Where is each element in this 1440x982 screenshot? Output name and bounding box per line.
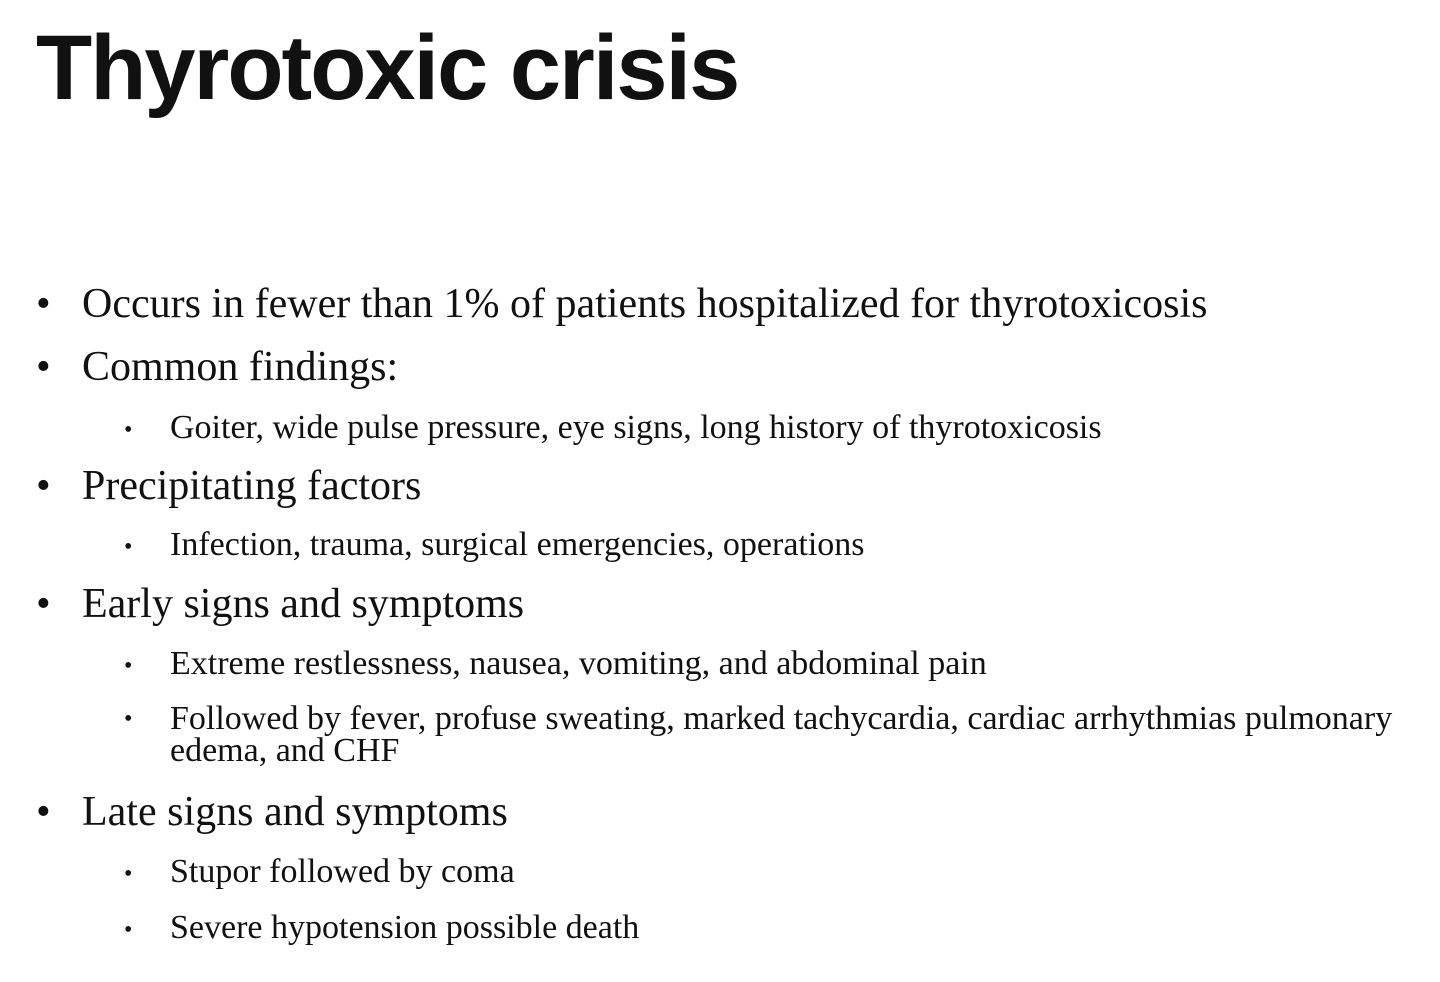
sub-bullet: • Severe hypotension possible death <box>124 909 640 946</box>
sub-bullet: • Stupor followed by coma <box>124 853 515 890</box>
bullet-text: Infection, trauma, surgical emergencies, operations <box>170 526 865 563</box>
bullet-text: Occurs in fewer than 1% of patients hospitalized for thyrotoxicosis <box>82 281 1208 327</box>
sub-bullet: • Extreme restlessness, nausea, vomiting, and abdominal pain <box>124 645 987 682</box>
bullet: • Precipitating factors <box>36 463 422 509</box>
bullet: • Common findings: <box>36 344 399 390</box>
bullet-text: Severe hypotension possible death <box>170 909 640 946</box>
bullet-text: Followed by fever, profuse sweating, marked tachycardia, cardiac arrhythmias pulmonary edema, and CHF <box>170 700 1393 769</box>
bullet-text: Late signs and symptoms <box>82 789 508 835</box>
bullet-text: Precipitating factors <box>82 463 422 509</box>
sub-bullet: • Infection, trauma, surgical emergencies, operations <box>124 526 865 563</box>
sub-bullet: • Followed by fever, profuse sweating, marked tachycardia, cardiac arrhythmias pulmonary edema, and CHF <box>124 703 1424 767</box>
bullet-text: Early signs and symptoms <box>82 581 525 627</box>
bullet: • Late signs and symptoms <box>36 789 508 835</box>
bullet-text: Common findings: <box>82 344 399 390</box>
bullet-text: Extreme restlessness, nausea, vomiting, and abdominal pain <box>170 645 987 682</box>
bullet: • Early signs and symptoms <box>36 581 525 627</box>
bullet: • Occurs in fewer than 1% of patients hospitalized for thyrotoxicosis <box>36 281 1208 327</box>
bullet-text: Stupor followed by coma <box>170 853 515 890</box>
bullet-text: Goiter, wide pulse pressure, eye signs, long history of thyrotoxicosis <box>170 409 1102 446</box>
sub-bullet: • Goiter, wide pulse pressure, eye signs, long history of thyrotoxicosis <box>124 409 1102 446</box>
slide-title: Thyrotoxic crisis <box>36 17 739 119</box>
